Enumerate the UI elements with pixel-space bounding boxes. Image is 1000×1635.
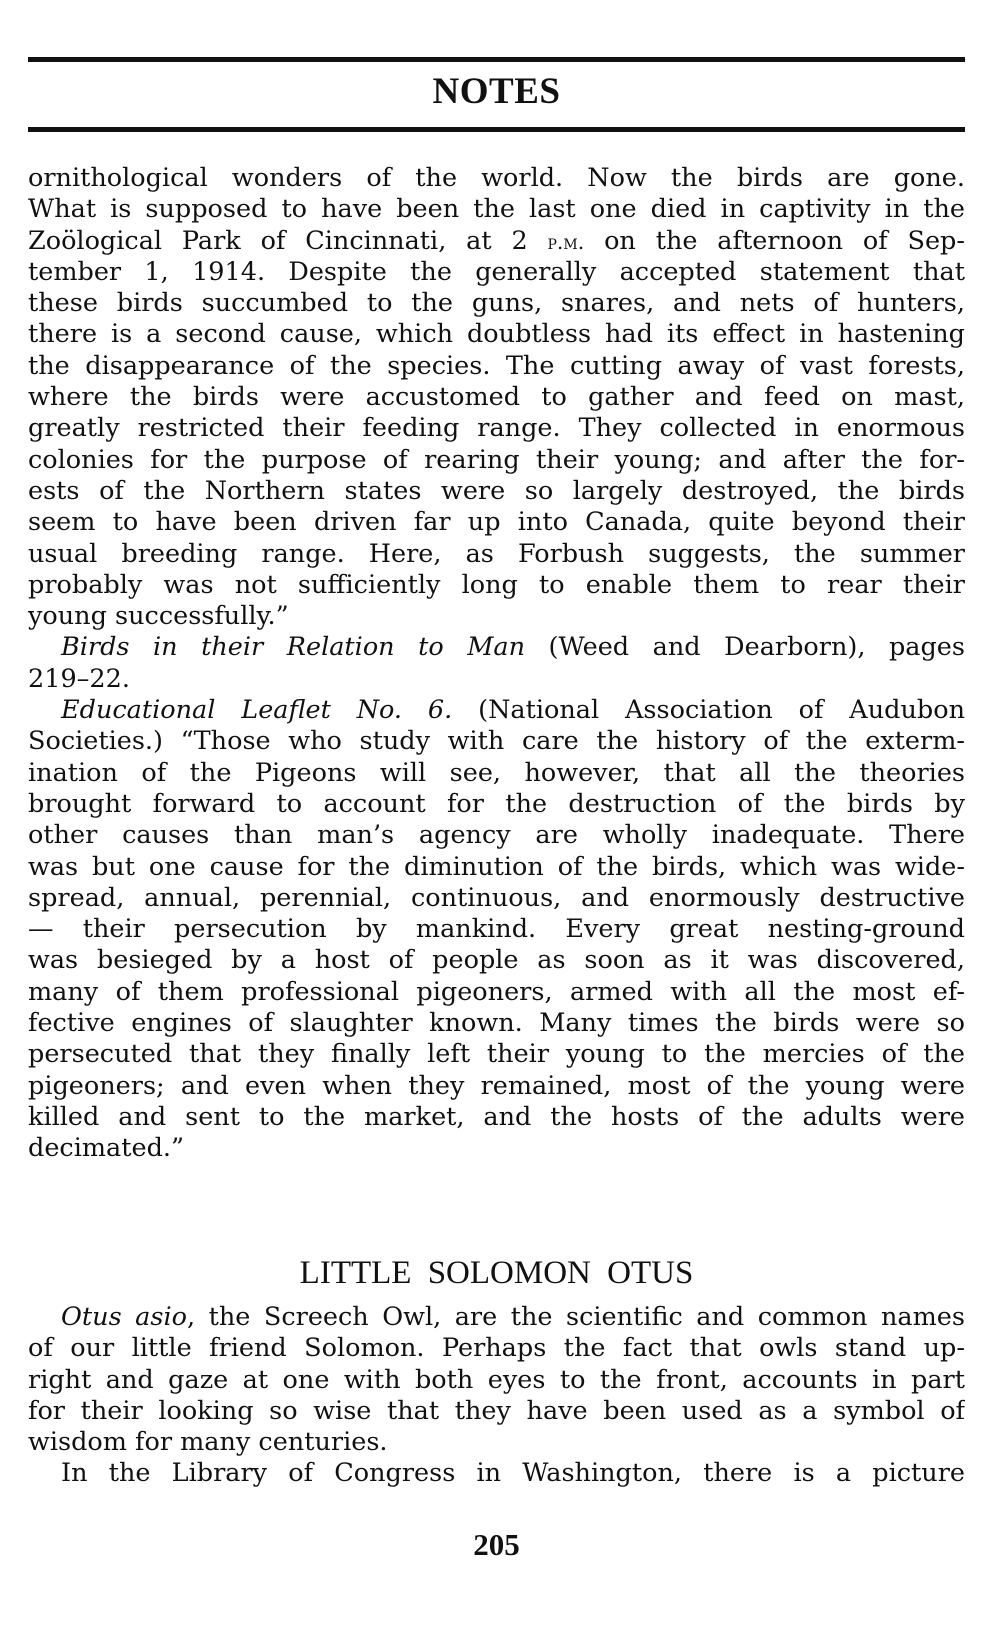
text-span: , the Screech Owl, are the scientific and common names	[186, 1302, 965, 1332]
text-line	[28, 945, 965, 976]
text-span: ornithological wonders of the world. Now the birds are gone.	[28, 163, 965, 193]
text-line	[28, 1039, 965, 1070]
text-line	[28, 507, 965, 538]
text-span: was but one cause for the diminution of the birds, which was wide-	[28, 851, 965, 882]
text-line	[28, 758, 965, 789]
text-span: these birds succumbed to the guns, snares, and nets of hunters,	[28, 288, 965, 319]
text-span: seem to have been driven far up into Canada, quite beyond their	[28, 507, 965, 538]
text-span: Zoölogical Park of Cincinnati, at 2	[28, 225, 548, 256]
text-span: (National Association of Audubon	[452, 695, 965, 726]
text-span: young successfully.”	[28, 601, 289, 632]
text-line	[28, 1427, 965, 1458]
header-rule-top	[28, 57, 965, 62]
text-line	[28, 194, 965, 225]
text-line	[28, 570, 965, 601]
text-line	[28, 288, 965, 319]
running-head: NOTES	[432, 71, 561, 112]
text-line	[28, 1133, 965, 1164]
small-caps-text: p.m.	[547, 229, 585, 254]
text-line	[28, 257, 965, 288]
italic-text: Otus asio	[61, 1302, 187, 1332]
text-span: (Weed and Dearborn), pages	[525, 632, 965, 663]
text-span: spread, annual, perennial, continuous, and enormously destructive	[28, 882, 965, 913]
page-number: 205	[473, 1527, 520, 1562]
text-line	[28, 351, 965, 382]
text-span: greatly restricted their feeding range. They collected in enormous	[28, 413, 965, 444]
text-line	[28, 914, 965, 945]
text-span: right and gaze at one with both eyes to the front, accounts in part	[28, 1364, 965, 1395]
text-line	[28, 664, 965, 695]
text-span: ination of the Pigeons will see, however, that all the theories	[28, 757, 965, 788]
header-rule-bottom	[28, 127, 965, 132]
text-line	[28, 601, 965, 632]
text-span: the disappearance of the species. The cutting away of vast forests,	[28, 350, 965, 381]
text-span: for their looking so wise that they have been used as a symbol of	[28, 1395, 965, 1426]
text-line	[28, 820, 965, 851]
text-line	[28, 695, 965, 726]
text-span: persecuted that they finally left their young to the mercies of the	[28, 1039, 965, 1070]
text-span: there is a second cause, which doubtless had its effect in hastening	[28, 319, 965, 350]
text-span: 219–22.	[28, 663, 130, 694]
notes-body	[28, 163, 965, 1165]
text-span: on the afternoon of Sep-	[584, 225, 965, 256]
text-line	[28, 163, 965, 194]
text-span: probably was not sufficiently long to enable them to rear their	[28, 569, 965, 600]
text-span: colonies for the purpose of rearing their young; and after the for-	[28, 444, 965, 475]
text-line	[28, 726, 965, 757]
text-line	[28, 632, 965, 663]
text-line	[28, 977, 965, 1008]
text-span: many of them professional pigeoners, armed with all the most ef-	[28, 976, 965, 1007]
text-span: tember 1, 1914. Despite the generally accepted statement that	[28, 256, 965, 287]
text-span: of our little friend Solomon. Perhaps the fact that owls stand up-	[28, 1333, 965, 1364]
text-line	[28, 883, 965, 914]
text-line	[28, 382, 965, 413]
text-line	[28, 1396, 965, 1427]
text-span: decimated.”	[28, 1133, 185, 1164]
text-span: brought forward to account for the destruction of the birds by	[28, 788, 965, 819]
text-span: What is supposed to have been the last one died in captivity in the	[28, 194, 965, 225]
text-line	[28, 413, 965, 444]
text-line	[28, 539, 965, 570]
text-span: In the Library of Congress in Washington, there is a picture	[61, 1458, 965, 1489]
text-line	[28, 1458, 965, 1489]
section-heading: LITTLE SOLOMON OTUS	[299, 1255, 694, 1291]
text-line	[28, 226, 965, 257]
text-span: Societies.) “Those who study with care the history of the exterm-	[28, 726, 965, 757]
text-line	[28, 319, 965, 350]
text-span: pigeoners; and even when they remained, most of the young were	[28, 1070, 965, 1101]
text-line	[28, 1302, 965, 1333]
text-span: was besieged by a host of people as soon as it was discovered,	[28, 945, 965, 976]
text-span: fective engines of slaughter known. Many times the birds were so	[28, 1008, 965, 1039]
text-line	[28, 789, 965, 820]
text-span: usual breeding range. Here, as Forbush suggests, the summer	[28, 538, 965, 569]
text-line	[28, 476, 965, 507]
text-span: wisdom for many centuries.	[28, 1427, 388, 1458]
text-span: killed and sent to the market, and the hosts of the adults were	[28, 1101, 965, 1132]
text-line	[28, 1365, 965, 1396]
text-span: other causes than man’s agency are wholly inadequate. There	[28, 820, 965, 851]
text-line	[28, 852, 965, 883]
text-span: where the birds were accustomed to gather and feed on mast,	[28, 382, 965, 413]
text-line	[28, 1071, 965, 1102]
text-line	[28, 445, 965, 476]
italic-text: Birds in their Relation to Man	[61, 632, 526, 663]
italic-text: Educational Leaflet No. 6.	[61, 695, 453, 726]
little-solomon-otus-body	[28, 1302, 965, 1490]
text-line	[28, 1008, 965, 1039]
text-line	[28, 1102, 965, 1133]
text-span: ests of the Northern states were so largely destroyed, the birds	[28, 475, 965, 506]
text-span: — their persecution by mankind. Every great nesting-ground	[28, 914, 965, 945]
text-line	[28, 1333, 965, 1364]
